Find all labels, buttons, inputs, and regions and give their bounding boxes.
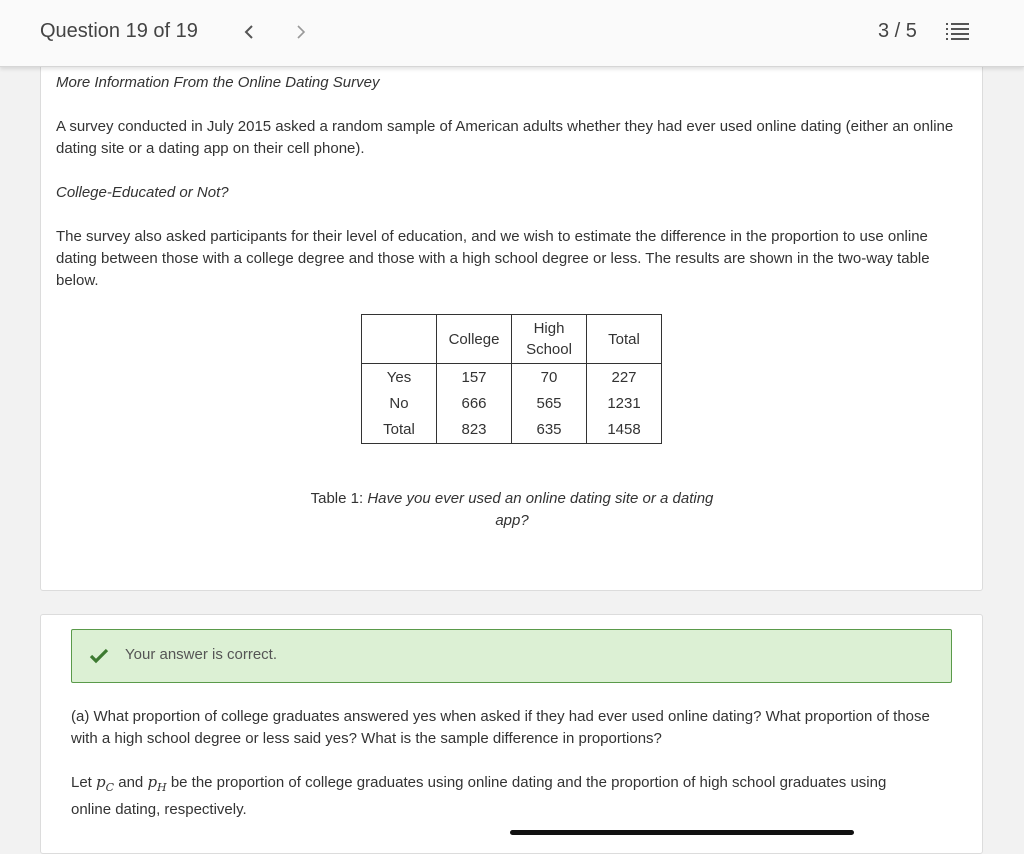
table-cell: 227 [587, 364, 662, 391]
table-caption-text: Have you ever used an online dating site or a dating app? [367, 490, 714, 529]
question-counter: Question 19 of 19 [40, 20, 198, 42]
next-question-button[interactable] [289, 19, 313, 45]
chevron-left-icon [243, 24, 255, 40]
table-cell: 565 [512, 390, 587, 417]
table-caption-prefix: Table 1: [310, 490, 364, 507]
correct-answer-banner [71, 629, 952, 683]
question-list-button[interactable] [945, 20, 971, 44]
table-cell: 70 [512, 364, 587, 391]
table-cell: 666 [437, 390, 512, 417]
table-row [362, 390, 662, 417]
previous-question-button[interactable] [237, 19, 261, 45]
table-row [362, 364, 662, 391]
math-p-c [96, 773, 115, 794]
table-caption [300, 488, 724, 532]
math-p-h [147, 773, 167, 794]
table-header-cell [512, 315, 587, 364]
table-cell: 635 [512, 417, 587, 444]
table-cell: 823 [437, 417, 512, 444]
math-sub: C [105, 781, 115, 794]
check-icon [89, 647, 109, 665]
table-row-label: Total [362, 417, 437, 444]
horizontal-scrollbar[interactable] [510, 830, 854, 835]
table-header-text: High School [526, 320, 572, 358]
definition-rest: be the proportion of college graduates using online dating and the proportion of high school graduates using [170, 774, 887, 791]
table-header-cell: Total [587, 315, 662, 364]
table-row [362, 417, 662, 444]
definition-rest-2: online dating, respectively. [71, 801, 247, 818]
table-row-label: No [362, 390, 437, 417]
info-body: The survey also asked participants for their level of education, and we wish to estimate the difference in the proportion to use online dating between those with a college degree and those with a high school degree or less. The results are shown in the two-way table below. [56, 228, 930, 289]
chevron-right-icon [295, 24, 307, 40]
table-cell: 1231 [587, 390, 662, 417]
math-sub: H [157, 781, 167, 794]
let-word: Let [71, 774, 92, 791]
table-cell: 1458 [587, 417, 662, 444]
correct-answer-text: Your answer is correct. [125, 646, 278, 663]
table-header-row [362, 315, 662, 364]
math-var: p [96, 773, 106, 791]
question-a-definition [71, 771, 961, 821]
table-header-cell [362, 315, 437, 364]
info-heading: More Information From the Online Dating Survey [56, 74, 380, 91]
and-word: and [118, 774, 144, 791]
table-header-cell: College [437, 315, 512, 364]
question-a-text: (a) What proportion of college graduates answered yes when asked if they had ever used online dating? What proportion of those with a high school degree or less said yes? What is the sample difference in proportions? [71, 708, 930, 747]
part-progress: 3 / 5 [878, 20, 917, 42]
table-cell: 157 [437, 364, 512, 391]
two-way-table [361, 314, 662, 444]
info-subheading: College-Educated or Not? [56, 184, 229, 201]
table-row-label: Yes [362, 364, 437, 391]
math-var: p [147, 773, 158, 791]
list-icon [945, 20, 971, 44]
top-bar [0, 0, 1024, 67]
info-intro: A survey conducted in July 2015 asked a random sample of American adults whether they had ever used online dating (either an online dating site or a dating app on their cell phone). [56, 118, 954, 157]
